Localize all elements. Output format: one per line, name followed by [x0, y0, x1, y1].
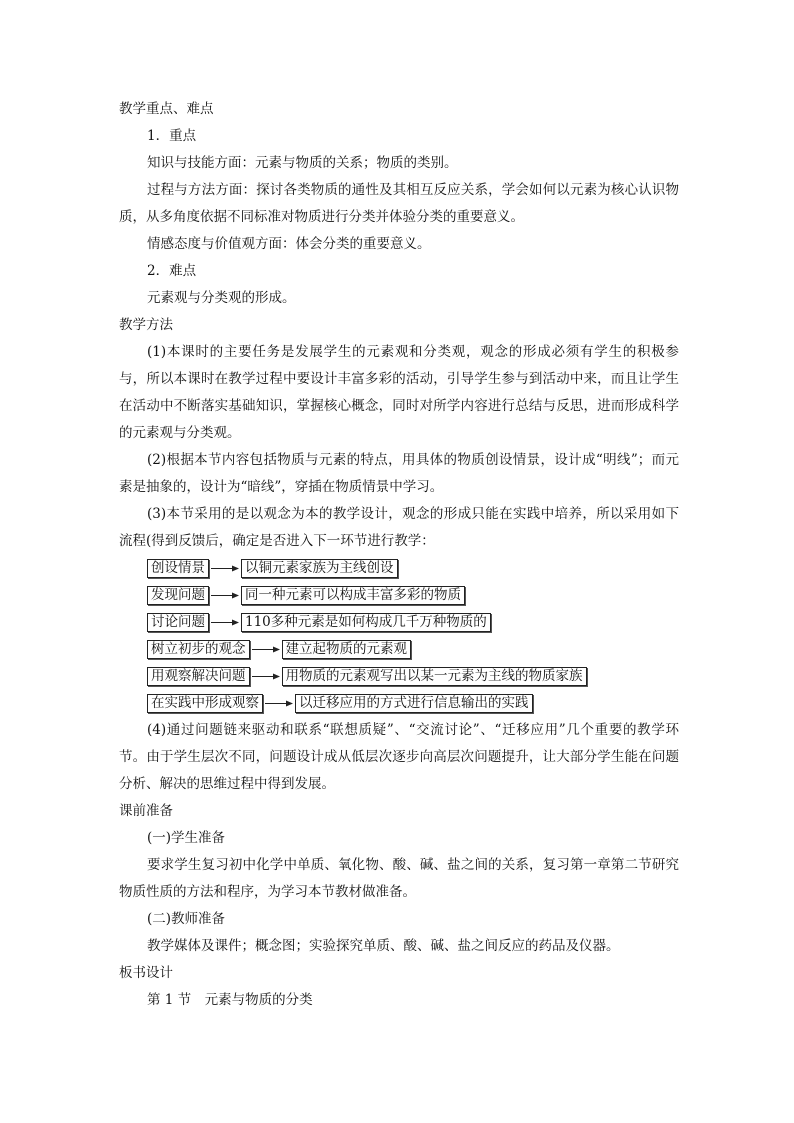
flow-detail-box: 110多种元素是如何构成几千万种物质的: [241, 613, 491, 632]
attitude-value-point: 情感态度与价值观方面：体会分类的重要意义。: [147, 236, 431, 252]
flow-detail-box: 以铜元素家族为主线创设: [241, 559, 398, 578]
right-arrow-icon: [211, 614, 239, 631]
flow-step-box: 创设情景: [147, 559, 209, 578]
flow-step-box: 发现问题: [147, 586, 209, 605]
flow-step-box: 树立初步的观念: [147, 640, 250, 659]
prep-heading: 课前准备: [119, 803, 173, 819]
teacher-prep-label: (二)教师准备: [147, 911, 226, 927]
flow-row: [119, 663, 679, 690]
right-arrow-icon: [252, 668, 280, 685]
key-point-label: 1．重点: [147, 128, 197, 144]
right-arrow-icon: [265, 695, 293, 712]
key-points-heading: 教学重点、难点: [119, 101, 214, 117]
flow-detail-box: 用物质的元素观写出以某一元素为主线的物质家族: [282, 667, 587, 686]
right-arrow-icon: [211, 587, 239, 604]
flow-detail-box: 以迁移应用的方式进行信息输出的实践: [295, 694, 533, 713]
flow-row: [119, 636, 679, 663]
method-paragraph-4: (4)通过问题链来驱动和联系“联想质疑”、“交流讨论”、“迁移应用”几个重要的教学环节。由于学生层次不同，问题设计成从低层次逐步向高层次问题提升，让大部分学生能在问题分析、解决的思维过程中得到发展。: [119, 722, 679, 792]
process-method-point: 过程与方法方面：探讨各类物质的通性及其相互反应关系，学会如何以元素为核心认识物质，从多角度依据不同标准对物质进行分类并体验分类的重要意义。: [119, 182, 679, 225]
difficulty-point: 元素观与分类观的形成。: [147, 290, 296, 306]
right-arrow-icon: [252, 641, 280, 658]
method-paragraph-3: (3)本节采用的是以观念为本的教学设计，观念的形成只能在实践中培养，所以采用如下流程(得到反馈后，确定是否进入下一环节进行教学：: [119, 506, 679, 549]
right-arrow-icon: [211, 560, 239, 577]
flow-row: [119, 582, 679, 609]
teaching-flow-diagram: [119, 555, 679, 717]
flow-row: [119, 609, 679, 636]
student-prep-label: (一)学生准备: [147, 830, 226, 846]
board-design-heading: 板书设计: [119, 965, 173, 981]
flow-row: [119, 690, 679, 717]
knowledge-skills-point: 知识与技能方面：元素与物质的关系；物质的类别。: [147, 155, 458, 171]
method-paragraph-1: (1)本课时的主要任务是发展学生的元素观和分类观，观念的形成必须有学生的积极参与，所以本课时在教学过程中要设计丰富多彩的活动，引导学生参与到活动中来，而且让学生在活动中不断落实基础知识，掌握核心概念，同时对所学内容进行总结与反思，进而形成科学的元素观与分类观。: [119, 344, 679, 441]
methods-heading: 教学方法: [119, 317, 173, 333]
document-body: [119, 96, 679, 1014]
student-prep-text: 要求学生复习初中化学中单质、氧化物、酸、碱、盐之间的关系，复习第一章第二节研究物质性质的方法和程序，为学习本节教材做准备。: [119, 857, 679, 900]
flow-detail-box: 建立起物质的元素观: [282, 640, 412, 659]
difficulty-label: 2．难点: [147, 263, 197, 279]
board-title: 第 1 节 元素与物质的分类: [147, 992, 313, 1008]
flow-step-box: 用观察解决问题: [147, 667, 250, 686]
method-paragraph-2: (2)根据本节内容包括物质与元素的特点，用具体的物质创设情景，设计成“明线”；而元素是抽象的，设计为“暗线”，穿插在物质情景中学习。: [119, 452, 679, 495]
flow-row: [119, 555, 679, 582]
teacher-prep-text: 教学媒体及课件；概念图；实验探究单质、酸、碱、盐之间反应的药品及仪器。: [147, 938, 620, 954]
flow-step-box: 在实践中形成观察: [147, 694, 263, 713]
flow-detail-box: 同一种元素可以构成丰富多彩的物质: [241, 586, 465, 605]
flow-step-box: 讨论问题: [147, 613, 209, 632]
